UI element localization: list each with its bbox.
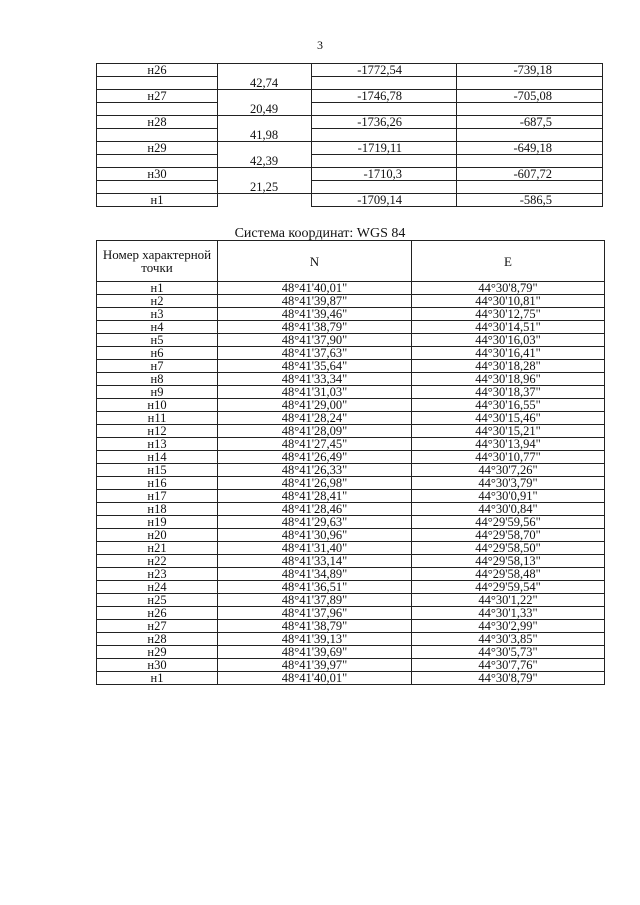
table-row [97, 425, 605, 438]
latitude-cell: 48°41'29,63" [218, 516, 412, 529]
longitude-cell: 44°30'7,26" [412, 464, 605, 477]
table-row [97, 282, 605, 295]
table-row [97, 347, 605, 360]
point-cell: н5 [97, 334, 218, 347]
table-row [97, 295, 605, 308]
wgs84-coordinates-table [96, 240, 605, 685]
table-row [97, 516, 605, 529]
longitude-cell: 44°29'58,50" [412, 542, 605, 555]
point-cell: н26 [97, 64, 218, 77]
local-coordinates-table [96, 63, 603, 207]
table-row [97, 529, 605, 542]
x-coordinate-cell: -1709,14 [312, 194, 457, 207]
distance-cell [218, 90, 312, 103]
point-cell: н3 [97, 308, 218, 321]
x-coordinate-cell [312, 129, 457, 142]
distance-row [97, 77, 603, 90]
table-row [97, 90, 603, 103]
point-cell [97, 77, 218, 90]
table-row [97, 334, 605, 347]
point-cell [97, 181, 218, 194]
distance-cell [218, 168, 312, 181]
table-row [97, 142, 603, 155]
longitude-cell: 44°30'13,94" [412, 438, 605, 451]
point-cell [97, 103, 218, 116]
table-row [97, 438, 605, 451]
point-cell: н22 [97, 555, 218, 568]
y-coordinate-cell [457, 155, 603, 168]
table-row [97, 321, 605, 334]
point-cell: н15 [97, 464, 218, 477]
latitude-cell: 48°41'34,89" [218, 568, 412, 581]
point-cell: н16 [97, 477, 218, 490]
latitude-cell: 48°41'37,63" [218, 347, 412, 360]
latitude-cell: 48°41'28,46" [218, 503, 412, 516]
point-cell: н25 [97, 594, 218, 607]
longitude-cell: 44°29'59,54" [412, 581, 605, 594]
latitude-cell: 48°41'38,79" [218, 620, 412, 633]
latitude-cell: 48°41'37,96" [218, 607, 412, 620]
header-latitude-n: N [218, 241, 412, 282]
table-row [97, 386, 605, 399]
table-row [97, 542, 605, 555]
latitude-cell: 48°41'28,41" [218, 490, 412, 503]
latitude-cell: 48°41'26,33" [218, 464, 412, 477]
distance-cell: 42,74 [218, 77, 312, 90]
point-cell: н11 [97, 412, 218, 425]
point-cell: н4 [97, 321, 218, 334]
longitude-cell: 44°30'0,91" [412, 490, 605, 503]
point-cell: н23 [97, 568, 218, 581]
latitude-cell: 48°41'31,40" [218, 542, 412, 555]
longitude-cell: 44°29'58,70" [412, 529, 605, 542]
latitude-cell: 48°41'37,90" [218, 334, 412, 347]
y-coordinate-cell [457, 77, 603, 90]
longitude-cell: 44°30'12,75" [412, 308, 605, 321]
longitude-cell: 44°30'15,46" [412, 412, 605, 425]
table-row [97, 581, 605, 594]
x-coordinate-cell: -1772,54 [312, 64, 457, 77]
longitude-cell: 44°30'5,73" [412, 646, 605, 659]
point-cell: н26 [97, 607, 218, 620]
point-cell: н30 [97, 659, 218, 672]
y-coordinate-cell [457, 129, 603, 142]
longitude-cell: 44°29'59,56" [412, 516, 605, 529]
latitude-cell: 48°41'38,79" [218, 321, 412, 334]
point-cell: н2 [97, 295, 218, 308]
point-cell: н20 [97, 529, 218, 542]
point-cell: н28 [97, 633, 218, 646]
page-number: 3 [317, 38, 323, 52]
table-row [97, 594, 605, 607]
longitude-cell: 44°30'3,85" [412, 633, 605, 646]
y-coordinate-cell [457, 103, 603, 116]
latitude-cell: 48°41'39,13" [218, 633, 412, 646]
point-cell: н13 [97, 438, 218, 451]
table-row [97, 503, 605, 516]
y-coordinate-cell: -687,5 [457, 116, 603, 129]
latitude-cell: 48°41'35,64" [218, 360, 412, 373]
distance-cell: 41,98 [218, 129, 312, 142]
distance-cell: 21,25 [218, 181, 312, 194]
table-row [97, 568, 605, 581]
latitude-cell: 48°41'36,51" [218, 581, 412, 594]
distance-cell [218, 194, 312, 207]
x-coordinate-cell: -1710,3 [312, 168, 457, 181]
y-coordinate-cell: -586,5 [457, 194, 603, 207]
table-header-row [97, 241, 605, 282]
latitude-cell: 48°41'28,24" [218, 412, 412, 425]
latitude-cell: 48°41'40,01" [218, 672, 412, 685]
point-cell: н9 [97, 386, 218, 399]
x-coordinate-cell: -1736,26 [312, 116, 457, 129]
point-cell: н27 [97, 620, 218, 633]
table-row [97, 194, 603, 207]
x-coordinate-cell [312, 181, 457, 194]
header-point-number: Номер характерной точки [97, 241, 218, 282]
longitude-cell: 44°30'14,51" [412, 321, 605, 334]
latitude-cell: 48°41'26,49" [218, 451, 412, 464]
point-cell: н19 [97, 516, 218, 529]
latitude-cell: 48°41'31,03" [218, 386, 412, 399]
y-coordinate-cell [457, 181, 603, 194]
longitude-cell: 44°30'1,22" [412, 594, 605, 607]
latitude-cell: 48°41'39,69" [218, 646, 412, 659]
point-cell: н8 [97, 373, 218, 386]
table-row [97, 308, 605, 321]
distance-cell: 42,39 [218, 155, 312, 168]
longitude-cell: 44°30'1,33" [412, 607, 605, 620]
table-row [97, 555, 605, 568]
distance-cell: 20,49 [218, 103, 312, 116]
longitude-cell: 44°30'18,96" [412, 373, 605, 386]
point-cell: н29 [97, 142, 218, 155]
latitude-cell: 48°41'33,14" [218, 555, 412, 568]
longitude-cell: 44°30'10,81" [412, 295, 605, 308]
point-cell: н10 [97, 399, 218, 412]
longitude-cell: 44°30'8,79" [412, 282, 605, 295]
y-coordinate-cell: -607,72 [457, 168, 603, 181]
longitude-cell: 44°30'2,99" [412, 620, 605, 633]
point-cell: н1 [97, 194, 218, 207]
latitude-cell: 48°41'26,98" [218, 477, 412, 490]
x-coordinate-cell [312, 155, 457, 168]
point-cell: н18 [97, 503, 218, 516]
point-cell: н7 [97, 360, 218, 373]
longitude-cell: 44°30'16,55" [412, 399, 605, 412]
table-row [97, 607, 605, 620]
longitude-cell: 44°29'58,13" [412, 555, 605, 568]
longitude-cell: 44°30'16,03" [412, 334, 605, 347]
longitude-cell: 44°30'16,41" [412, 347, 605, 360]
table-row [97, 412, 605, 425]
table-row [97, 373, 605, 386]
distance-row [97, 155, 603, 168]
distance-cell [218, 64, 312, 77]
table-row [97, 620, 605, 633]
distance-row [97, 129, 603, 142]
latitude-cell: 48°41'29,00" [218, 399, 412, 412]
table-row [97, 490, 605, 503]
x-coordinate-cell [312, 77, 457, 90]
latitude-cell: 48°41'37,89" [218, 594, 412, 607]
point-cell: н14 [97, 451, 218, 464]
x-coordinate-cell: -1746,78 [312, 90, 457, 103]
longitude-cell: 44°30'15,21" [412, 425, 605, 438]
x-coordinate-cell [312, 103, 457, 116]
point-cell: н27 [97, 90, 218, 103]
latitude-cell: 48°41'39,87" [218, 295, 412, 308]
distance-cell [218, 142, 312, 155]
y-coordinate-cell: -649,18 [457, 142, 603, 155]
longitude-cell: 44°30'8,79" [412, 672, 605, 685]
distance-row [97, 181, 603, 194]
longitude-cell: 44°30'18,28" [412, 360, 605, 373]
point-cell: н28 [97, 116, 218, 129]
latitude-cell: 48°41'30,96" [218, 529, 412, 542]
latitude-cell: 48°41'33,34" [218, 373, 412, 386]
y-coordinate-cell: -705,08 [457, 90, 603, 103]
point-cell [97, 155, 218, 168]
point-cell: н30 [97, 168, 218, 181]
x-coordinate-cell: -1719,11 [312, 142, 457, 155]
table-row [97, 477, 605, 490]
point-cell: н24 [97, 581, 218, 594]
point-cell: н29 [97, 646, 218, 659]
table-row [97, 672, 605, 685]
longitude-cell: 44°30'3,79" [412, 477, 605, 490]
y-coordinate-cell: -739,18 [457, 64, 603, 77]
point-cell [97, 129, 218, 142]
longitude-cell: 44°30'0,84" [412, 503, 605, 516]
longitude-cell: 44°30'18,37" [412, 386, 605, 399]
table-row [97, 64, 603, 77]
latitude-cell: 48°41'39,46" [218, 308, 412, 321]
table-row [97, 168, 603, 181]
point-cell: н1 [97, 282, 218, 295]
table-row [97, 399, 605, 412]
coordinate-system-title: Система координат: WGS 84 [234, 226, 406, 241]
table-row [97, 116, 603, 129]
point-cell: н1 [97, 672, 218, 685]
table-row [97, 633, 605, 646]
longitude-cell: 44°29'58,48" [412, 568, 605, 581]
point-cell: н6 [97, 347, 218, 360]
distance-row [97, 103, 603, 116]
point-cell: н17 [97, 490, 218, 503]
table-row [97, 360, 605, 373]
longitude-cell: 44°30'7,76" [412, 659, 605, 672]
latitude-cell: 48°41'40,01" [218, 282, 412, 295]
table-row [97, 659, 605, 672]
table-row [97, 646, 605, 659]
latitude-cell: 48°41'39,97" [218, 659, 412, 672]
point-cell: н21 [97, 542, 218, 555]
table-row [97, 464, 605, 477]
latitude-cell: 48°41'27,45" [218, 438, 412, 451]
table-row [97, 451, 605, 464]
longitude-cell: 44°30'10,77" [412, 451, 605, 464]
point-cell: н12 [97, 425, 218, 438]
latitude-cell: 48°41'28,09" [218, 425, 412, 438]
distance-cell [218, 116, 312, 129]
header-longitude-e: E [412, 241, 605, 282]
